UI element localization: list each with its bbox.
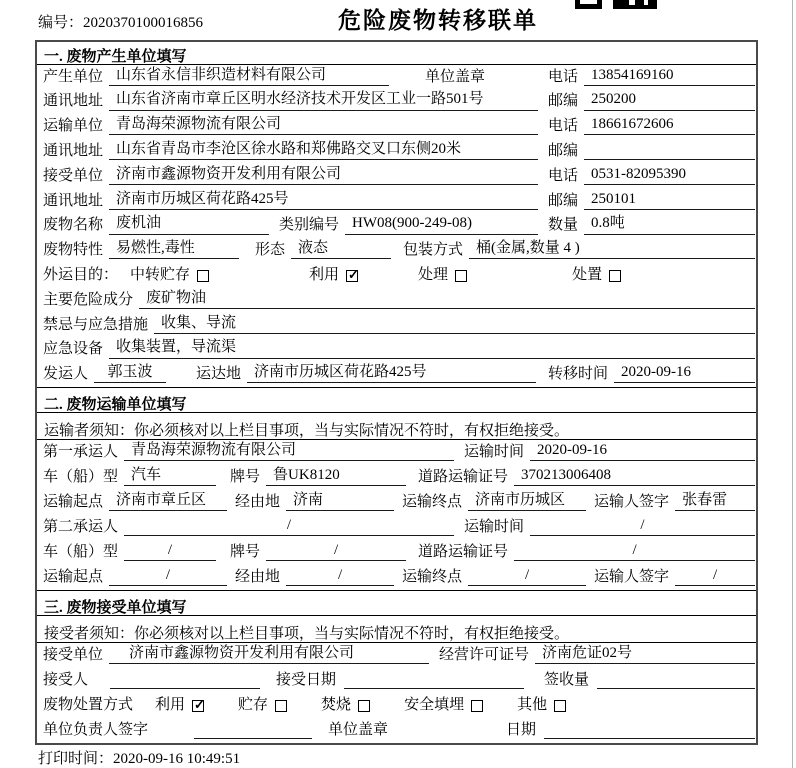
transfer-time-value: 2020-09-16: [614, 364, 755, 383]
field-label: 发运人: [43, 366, 89, 383]
transporter-address-value: 山东省青岛市李沧区徐水路和郑佛路交叉口东侧20米: [109, 141, 538, 160]
field-label: 车（船）型: [43, 469, 119, 486]
purpose-option-transfer-storage: [130, 267, 209, 284]
plate2-value: /: [266, 542, 406, 561]
destination-value: 济南市历城区荷花路425号: [247, 364, 536, 383]
checkbox-checked: [192, 700, 204, 712]
field-label: 道路运输证号: [418, 469, 509, 486]
carrier2-value: /: [124, 517, 454, 536]
print-time: [38, 747, 240, 768]
field-label: 废物特性: [43, 242, 104, 259]
received-qty-value: [597, 687, 755, 689]
producer-phone-value: 13854169160: [584, 67, 755, 86]
field-label: 运输人签字: [594, 569, 670, 586]
producer-value: 山东省永信非织造材料有限公司: [109, 67, 389, 86]
checkbox: [358, 700, 370, 712]
checkbox: [197, 270, 209, 282]
producer-row: [37, 65, 756, 90]
field-label: 运达地: [196, 366, 242, 383]
field-label: 道路运输证号: [418, 544, 509, 561]
manager-sign-value: [194, 737, 312, 739]
option-label: 利用: [155, 697, 186, 714]
receiver-zip-value: 250101: [584, 191, 755, 210]
field-label: 应急设备: [43, 341, 104, 358]
field-label: 签收量: [544, 672, 590, 689]
field-label: 类别编号: [279, 217, 340, 234]
waste-name-row: [37, 214, 756, 239]
print-time-value: 2020-09-16 10:49:51: [113, 751, 241, 767]
field-label: 第一承运人: [43, 444, 119, 461]
field-label: 日期: [506, 722, 537, 739]
via2-value: /: [286, 567, 394, 586]
field-label: 接受日期: [276, 672, 337, 689]
field-label: 电话: [548, 68, 579, 85]
option-label: 中转贮存: [130, 266, 191, 283]
field-label: 车（船）型: [43, 544, 119, 561]
characteristics-value: 易燃性,毒性: [109, 240, 239, 259]
disposal-option-landfill: [404, 697, 483, 714]
disposal-option-other: [517, 697, 566, 714]
checkbox: [609, 270, 621, 282]
field-label: 外运目的：: [43, 266, 119, 283]
section2-header: 二. 废物运输单位填写: [37, 387, 756, 413]
equipment-value: 收集装置，导流渠: [109, 339, 755, 358]
purpose-option-utilize: [309, 267, 358, 284]
field-label: 通讯地址: [43, 93, 104, 110]
field-label: 电话: [548, 118, 579, 135]
vehicle2-value: /: [124, 542, 216, 561]
serial-label: 编号：: [38, 15, 84, 31]
field-label: 电话: [548, 167, 579, 184]
field-label: 主要危险成分: [43, 291, 134, 308]
carrier1-value: 青岛海荣源物流有限公司: [124, 442, 454, 461]
section1-header: 一. 废物产生单位填写: [37, 42, 756, 65]
precaution-row: [37, 313, 756, 338]
consignor-value: 郭玉波: [94, 364, 166, 383]
route2-row: [37, 565, 756, 590]
transport-time2-value: /: [530, 517, 755, 536]
waste-name-value: 废机油: [109, 215, 269, 234]
receiver-address-row: [37, 189, 756, 214]
field-label: 第二承运人: [43, 519, 119, 536]
vehicle1-row: [37, 465, 756, 490]
option-label: 焚烧: [321, 697, 352, 714]
option-label: 利用: [309, 266, 340, 283]
quantity-value: 0.8吨: [584, 215, 755, 234]
date-value: [544, 737, 755, 739]
field-label: 运输起点: [43, 569, 104, 586]
vehicle2-row: [37, 540, 756, 565]
disposal-row: [37, 693, 756, 718]
field-label: 经由地: [235, 569, 281, 586]
field-label: 废物处置方式: [43, 697, 134, 714]
field-label: 运输单位: [43, 118, 104, 135]
dest2-value: /: [468, 567, 586, 586]
field-label: 禁忌与应急措施: [43, 316, 149, 333]
checkbox: [455, 270, 467, 282]
sign1-value: 张春雷: [675, 492, 755, 511]
stamp-note: 单位盖章: [328, 722, 389, 739]
field-label: 运输时间: [464, 444, 525, 461]
field-label: 转移时间: [548, 366, 609, 383]
form-value: 液态: [291, 240, 391, 259]
field-label: 形态: [255, 242, 286, 259]
transporter-phone-value: 18661672606: [584, 116, 755, 135]
field-label: 经由地: [235, 494, 281, 511]
purpose-option-dispose: [572, 267, 621, 284]
packaging-value: 桶(金属,数量 4 ): [469, 240, 755, 259]
characteristics-row: [37, 239, 756, 264]
origin1-value: 济南市章丘区: [109, 492, 227, 511]
option-label: 贮存: [238, 697, 269, 714]
transport-time1-value: 2020-09-16: [530, 442, 755, 461]
field-label: 运输终点: [402, 494, 463, 511]
disposal-option-storage: [238, 697, 287, 714]
accept-date-value: [344, 687, 524, 689]
field-label: 包装方式: [403, 242, 464, 259]
hazard-row: [37, 288, 756, 313]
transporter-notice: 运输者须知：你必须核对以上栏目事项，当与实际情况不符时，有权拒绝接受。: [37, 413, 756, 440]
field-label: 经营许可证号: [439, 647, 530, 664]
field-label: 邮编: [548, 93, 579, 110]
checkbox: [554, 700, 566, 712]
page-edge-line: [792, 0, 793, 768]
field-label: 通讯地址: [43, 142, 104, 159]
field-label: 邮编: [548, 142, 579, 159]
field-label: 产生单位: [43, 68, 104, 85]
purpose-row: [37, 263, 756, 288]
field-label: 数量: [548, 217, 579, 234]
page-title: 危险废物转移联单: [338, 8, 538, 33]
transporter-address-row: [37, 139, 756, 164]
carrier1-row: [37, 440, 756, 465]
carrier2-row: [37, 515, 756, 540]
option-label: 其他: [517, 697, 548, 714]
producer-zip-value: 250200: [584, 91, 755, 110]
transporter-zip-value: [584, 158, 755, 160]
option-label: 安全填埋: [404, 697, 465, 714]
checkbox: [471, 700, 483, 712]
consignor-row: [37, 363, 756, 388]
serial-value: 2020370100016856: [83, 15, 204, 31]
dest1-value: 济南市历城区: [468, 492, 586, 511]
accept-unit-value: 济南市鑫源物资开发利用有限公司: [109, 645, 429, 664]
disposal-option-utilize: [155, 697, 204, 714]
field-label: 运输起点: [43, 494, 104, 511]
transporter-value: 青岛海荣源物流有限公司: [109, 116, 538, 135]
option-label: 处理: [418, 266, 449, 283]
producer-address-value: 山东省济南市章丘区明水经济技术开发区工业一路501号: [109, 91, 538, 110]
equipment-row: [37, 338, 756, 363]
field-label: 牌号: [230, 544, 261, 561]
plate1-value: 鲁UK8120: [266, 467, 406, 486]
receiver-value: 济南市鑫源物资开发利用有限公司: [109, 166, 538, 185]
category-value: HW08(900-249-08): [345, 215, 538, 234]
vehicle1-value: 汽车: [124, 467, 216, 486]
field-label: 运输终点: [402, 569, 463, 586]
recipient-row: [37, 668, 756, 693]
origin2-value: /: [109, 567, 227, 586]
option-label: 处置: [572, 266, 603, 283]
manager-sign-row: [37, 718, 756, 743]
manifest-form: [35, 40, 758, 745]
field-label: 通讯地址: [43, 192, 104, 209]
field-label: 邮编: [548, 192, 579, 209]
field-label: 接受单位: [43, 167, 104, 184]
receiver-row: [37, 164, 756, 189]
accept-unit-row: [37, 643, 756, 668]
receiver-notice: 接受者须知：你必须核对以上栏目事项，当与实际情况不符时，有权拒绝接受。: [37, 616, 756, 643]
field-label: 单位负责人签字: [43, 722, 149, 739]
producer-address-row: [37, 90, 756, 115]
road-permit1-value: 370213006408: [514, 467, 755, 486]
field-label: 运输人签字: [594, 494, 670, 511]
purpose-option-treat: [418, 267, 467, 284]
field-label: 接受人: [43, 672, 89, 689]
route1-row: [37, 490, 756, 515]
via1-value: 济南: [286, 492, 394, 511]
field-label: 牌号: [230, 469, 261, 486]
hazard-value: 废矿物油: [139, 290, 755, 309]
field-label: 废物名称: [43, 217, 104, 234]
transporter-row: [37, 115, 756, 140]
section3-header: 三. 废物接受单位填写: [37, 590, 756, 616]
stamp-note: 单位盖章: [425, 68, 486, 85]
precaution-value: 收集、导流: [154, 315, 755, 334]
checkbox: [275, 700, 287, 712]
business-permit-value: 济南危证02号: [535, 645, 755, 664]
recipient-value: [110, 687, 260, 689]
field-label: 运输时间: [464, 519, 525, 536]
disposal-option-incinerate: [321, 697, 370, 714]
road-permit2-value: /: [514, 542, 755, 561]
receiver-address-value: 济南市历城区荷花路425号: [109, 191, 538, 210]
checkbox-checked: [346, 270, 358, 282]
field-label: 接受单位: [43, 647, 104, 664]
print-time-label: 打印时间：: [38, 751, 114, 767]
receiver-phone-value: 0531-82095390: [584, 166, 755, 185]
sign2-value: /: [675, 567, 755, 586]
